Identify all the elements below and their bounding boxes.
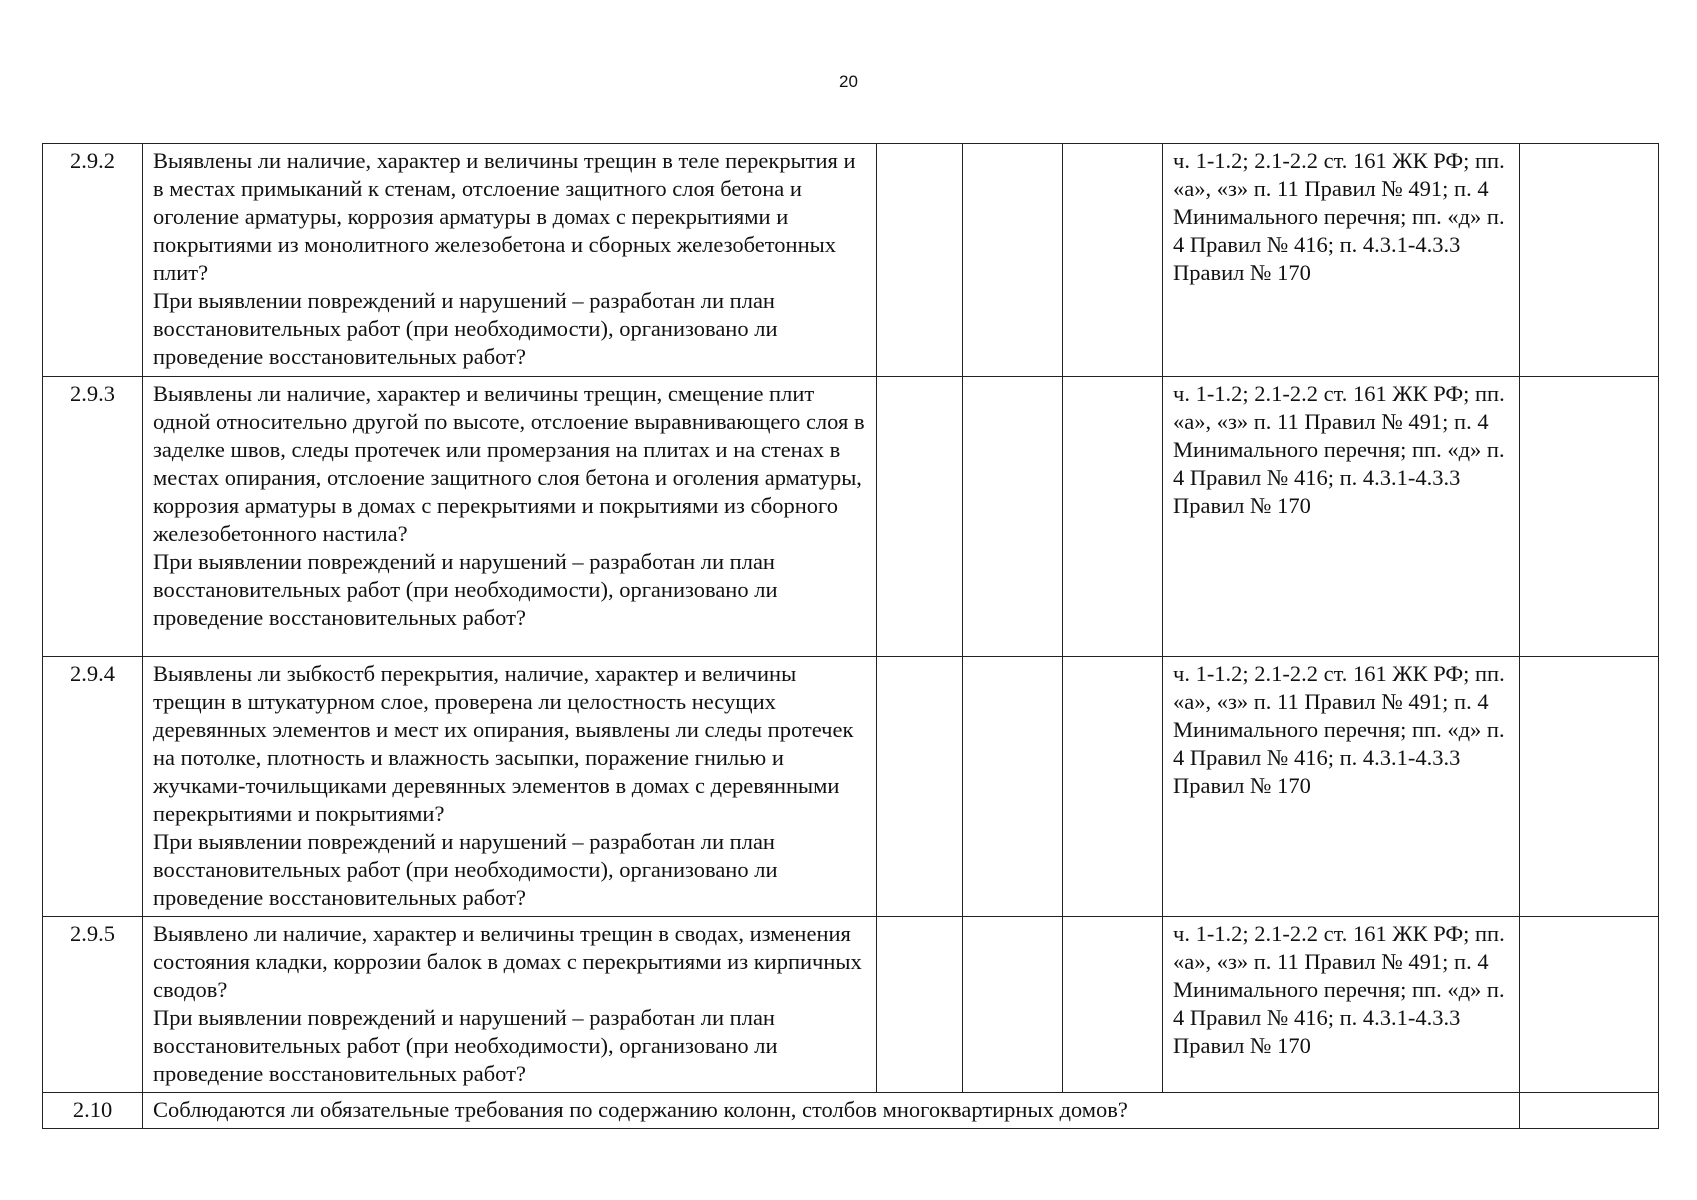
answer-yes-cell bbox=[877, 144, 963, 377]
answer-na-cell bbox=[1063, 657, 1163, 917]
action-text: При выявлении повреждений и нарушений – разработан ли план восстановительных работ (при необходимости), организовано ли проведение восстановительных работ? bbox=[153, 288, 778, 369]
notes-cell bbox=[1520, 377, 1659, 657]
answer-no-cell bbox=[963, 657, 1063, 917]
action-text: При выявлении повреждений и нарушений – разработан ли план восстановительных работ (при необходимости), организовано ли проведение восстановительных работ? bbox=[153, 829, 778, 910]
answer-yes-cell bbox=[877, 917, 963, 1093]
action-text: При выявлении повреждений и нарушений – разработан ли план восстановительных работ (при необходимости), организовано ли проведение восстановительных работ? bbox=[153, 1005, 778, 1086]
legal-reference: ч. 1-1.2; 2.1-2.2 ст. 161 ЖК РФ; пп. «а», «з» п. 11 Правил № 491; п. 4 Минимального перечня; пп. «д» п. 4 Правил № 416; п. 4.3.1-4.3.3 Правил № 170 bbox=[1163, 657, 1520, 917]
question-cell bbox=[143, 144, 877, 377]
question-text: Выявлены ли наличие, характер и величины трещин в теле перекрытия и в местах примыканий к стенам, отслоение защитного слоя бетона и оголение арматуры, коррозия арматуры в домах с перекрытиями и покрытиями из монолитного железобетона и сборных железобетонных плит? bbox=[153, 148, 856, 285]
answer-na-cell bbox=[1063, 377, 1163, 657]
table-row bbox=[43, 917, 1659, 1093]
legal-reference: ч. 1-1.2; 2.1-2.2 ст. 161 ЖК РФ; пп. «а», «з» п. 11 Правил № 491; п. 4 Минимального перечня; пп. «д» п. 4 Правил № 416; п. 4.3.1-4.3.3 Правил № 170 bbox=[1163, 377, 1520, 657]
checklist-table bbox=[42, 143, 1659, 1129]
question-cell bbox=[143, 917, 877, 1093]
table-row bbox=[43, 657, 1659, 917]
item-number: 2.9.2 bbox=[43, 144, 143, 377]
question-text: Выявлены ли зыбкостб перекрытия, наличие, характер и величины трещин в штукатурном слое, проверена ли целостность несущих деревянных элементов и мест их опирания, выявлены ли следы протечек на потолке, плотность и влажность засыпки, поражение гнилью и жучками-точильщиками деревянных элементов в домах с деревянными перекрытиями и покрытиями? bbox=[153, 661, 854, 826]
page-number: 20 bbox=[839, 72, 858, 91]
answer-no-cell bbox=[963, 144, 1063, 377]
answer-no-cell bbox=[963, 917, 1063, 1093]
action-text: При выявлении повреждений и нарушений – разработан ли план восстановительных работ (при необходимости), организовано ли проведение восстановительных работ? bbox=[153, 549, 778, 630]
legal-reference: ч. 1-1.2; 2.1-2.2 ст. 161 ЖК РФ; пп. «а», «з» п. 11 Правил № 491; п. 4 Минимального перечня; пп. «д» п. 4 Правил № 416; п. 4.3.1-4.3.3 Правил № 170 bbox=[1163, 917, 1520, 1093]
notes-cell bbox=[1520, 657, 1659, 917]
answer-na-cell bbox=[1063, 144, 1163, 377]
table-row bbox=[43, 144, 1659, 377]
notes-cell bbox=[1520, 1093, 1659, 1129]
answer-yes-cell bbox=[877, 377, 963, 657]
legal-reference: ч. 1-1.2; 2.1-2.2 ст. 161 ЖК РФ; пп. «а», «з» п. 11 Правил № 491; п. 4 Минимального перечня; пп. «д» п. 4 Правил № 416; п. 4.3.1-4.3.3 Правил № 170 bbox=[1163, 144, 1520, 377]
answer-yes-cell bbox=[877, 657, 963, 917]
item-number: 2.9.4 bbox=[43, 657, 143, 917]
answer-no-cell bbox=[963, 377, 1063, 657]
notes-cell bbox=[1520, 917, 1659, 1093]
section-number: 2.10 bbox=[43, 1093, 143, 1129]
section-row bbox=[43, 1093, 1659, 1129]
table-row bbox=[43, 377, 1659, 657]
notes-cell bbox=[1520, 144, 1659, 377]
item-number: 2.9.5 bbox=[43, 917, 143, 1093]
section-title: Соблюдаются ли обязательные требования по содержанию колонн, столбов многоквартирных домов? bbox=[143, 1093, 1520, 1129]
answer-na-cell bbox=[1063, 917, 1163, 1093]
question-text: Выявлены ли наличие, характер и величины трещин, смещение плит одной относительно другой по высоте, отслоение выравнивающего слоя в заделке швов, следы протечек или промерзания на плитах и на стенах в местах опирания, отслоение защитного слоя бетона и оголения арматуры, коррозия арматуры в домах с перекрытиями и покрытиями из сборного железобетонного настила? bbox=[153, 381, 865, 546]
question-cell bbox=[143, 377, 877, 657]
question-cell bbox=[143, 657, 877, 917]
question-text: Выявлено ли наличие, характер и величины трещин в сводах, изменения состояния кладки, коррозии балок в домах с перекрытиями из кирпичных сводов? bbox=[153, 921, 862, 1002]
item-number: 2.9.3 bbox=[43, 377, 143, 657]
